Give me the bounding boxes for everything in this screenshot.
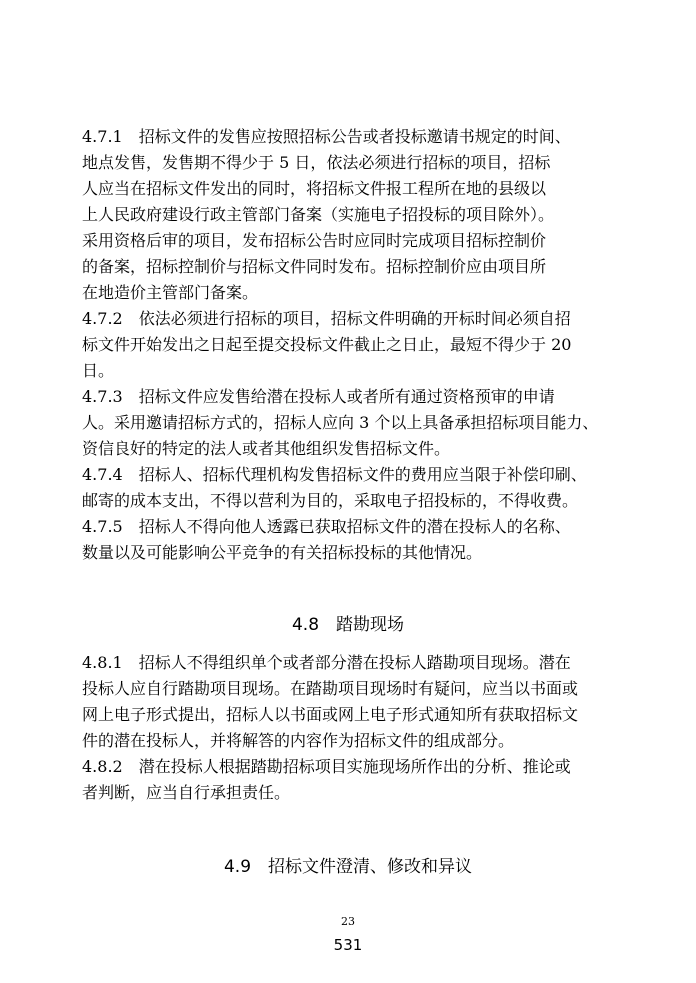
- text-line: 人。采用邀请招标方式的，招标人应向 3 个以上具备承担招标项目能力、: [82, 413, 599, 432]
- text-line: 地点发售，发售期不得少于 5 日，依法必须进行招标的项目，招标: [82, 153, 551, 172]
- text-line: 的备案，招标控制价与招标文件同时发布。招标控制价应由项目所: [82, 257, 547, 276]
- clause-4-8-1: [82, 650, 622, 754]
- text-line: 4.7.4 招标人、招标代理机构发售招标文件的费用应当限于补偿印刷、: [82, 465, 587, 484]
- text-line: 4.7.5 招标人不得向他人透露已获取招标文件的潜在投标人的名称、: [82, 517, 571, 536]
- section-heading-4-8: 4.8 踏勘现场: [291, 615, 405, 635]
- text-line: 日。: [82, 361, 115, 380]
- text-line: 邮寄的成本支出，不得以营利为目的，采取电子招投标的，不得收费。: [82, 491, 579, 510]
- text-line: 4.8.1 招标人不得组织单个或者部分潜在投标人踏勘项目现场。潜在: [82, 653, 571, 672]
- text-line: 4.7.2 依法必须进行招标的项目，招标文件明确的开标时间必须自招: [82, 309, 571, 328]
- text-line: 人应当在招标文件发出的同时，将招标文件报工程所在地的县级以: [82, 179, 547, 198]
- clause-4-7-5: [82, 514, 622, 566]
- clause-4-7-4: [82, 462, 622, 514]
- text-line: 采用资格后审的项目，发布招标公告时应同时完成项目招标控制价: [82, 231, 547, 250]
- text-line: 件的潜在投标人，并将解答的内容作为招标文件的组成部分。: [82, 731, 515, 750]
- text-line: 者判断，应当自行承担责任。: [82, 783, 291, 802]
- clause-4-7-2: [82, 306, 622, 384]
- text-line: 资信良好的特定的法人或者其他组织发售招标文件。: [82, 439, 451, 458]
- text-line: 上人民政府建设行政主管部门备案（实施电子招投标的项目除外）。: [82, 205, 555, 224]
- text-line: 数量以及可能影响公平竞争的有关招标投标的其他情况。: [82, 543, 483, 562]
- clause-4-8-2: [82, 754, 622, 806]
- text-line: 网上电子形式提出，招标人以书面或网上电子形式通知所有获取招标文: [82, 705, 579, 724]
- text-line: 4.7.1 招标文件的发售应按照招标公告或者投标邀请书规定的时间、: [82, 127, 571, 146]
- clause-4-7-1: [82, 124, 622, 306]
- clause-4-7-3: [82, 384, 622, 462]
- text-line: 4.7.3 招标文件应发售给潜在投标人或者所有通过资格预审的申请: [82, 387, 555, 406]
- text-line: 投标人应自行踏勘项目现场。在踏勘项目现场时有疑问，应当以书面或: [82, 679, 579, 698]
- text-line: 4.8.2 潜在投标人根据踏勘招标项目实施现场所作出的分析、推论或: [82, 757, 571, 776]
- document-page-number: 531: [333, 936, 363, 954]
- text-line: 标文件开始发出之日起至提交投标文件截止之日止，最短不得少于 20: [82, 335, 572, 354]
- page-number: 23: [341, 915, 355, 928]
- text-line: 在地造价主管部门备案。: [82, 283, 259, 302]
- section-heading-4-9: 4.9 招标文件澄清、修改和异议: [223, 857, 473, 877]
